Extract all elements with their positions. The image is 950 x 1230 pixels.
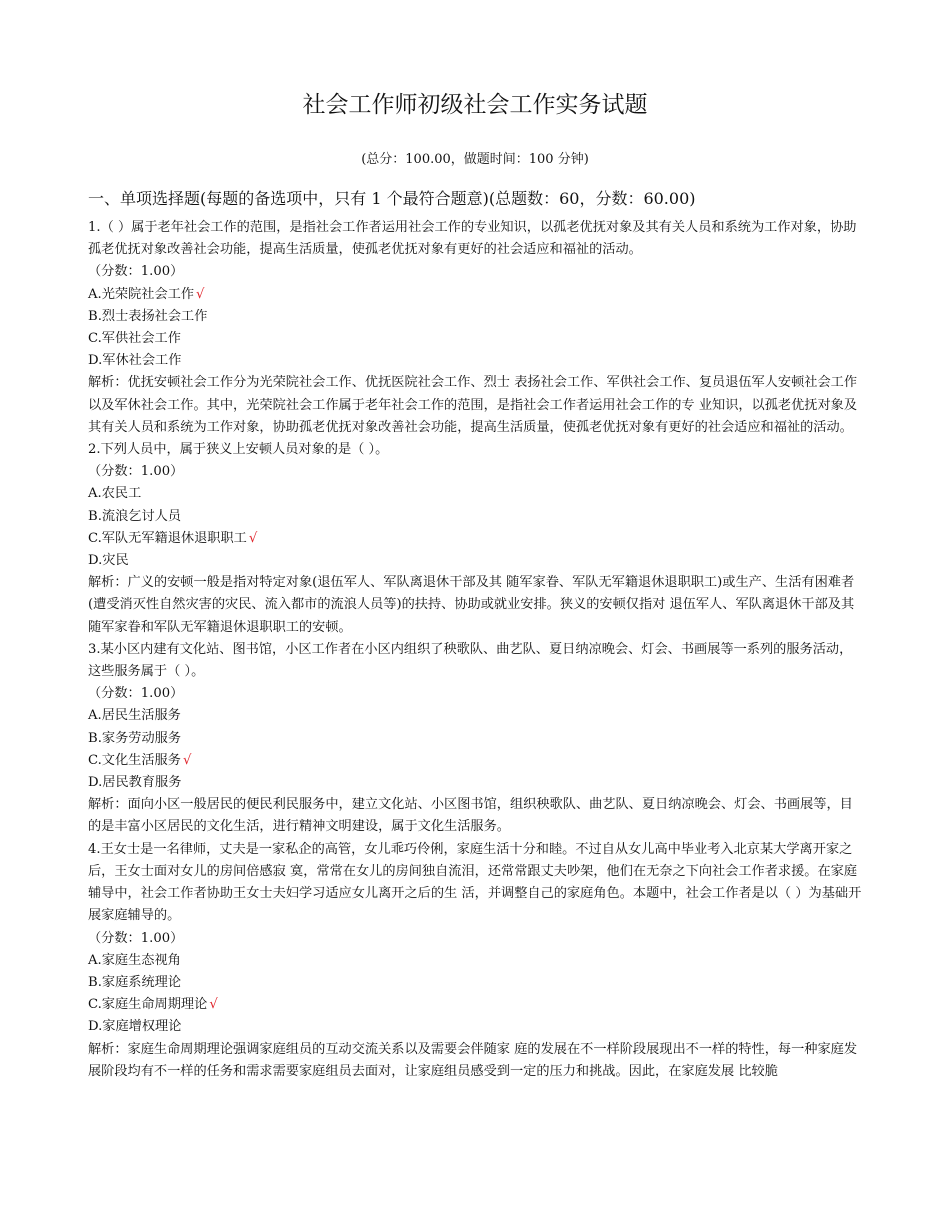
option xyxy=(88,994,864,1016)
option xyxy=(88,728,864,750)
option-text: B.家务劳动服务 xyxy=(88,730,182,746)
question-analysis: 解析：广义的安顿一般是指对特定对象(退伍军人、军队离退休干部及其 随军家眷、军队无军籍退休退职职工)或生产、生活有困难者(遭受消灭性自然灾害的灾民、流入都市的流浪人员等)的扶持、协助或就业安排。狭义的安顿仅指对 退伍军人、军队离退休干部及其随军家眷和军队无军籍退休退职职工的安顿。 xyxy=(88,575,855,635)
option-text: D.灾民 xyxy=(88,553,129,569)
option xyxy=(88,528,864,550)
question-score: （分数：1.00） xyxy=(88,686,184,702)
exam-meta: (总分：100.00，做题时间：100 分钟) xyxy=(361,152,589,167)
option-text: B.家庭系统理论 xyxy=(88,974,182,990)
option xyxy=(88,750,864,772)
question-score: （分数：1.00） xyxy=(88,930,184,946)
option-text: B.烈士表扬社会工作 xyxy=(88,308,208,324)
question-analysis: 解析：面向小区一般居民的便民利民服务中，建立文化站、小区图书馆，组织秧歌队、曲艺队、夏日纳凉晚会、灯会、书画展等，目的是丰富小区居民的文化生活，进行精神文明建设，属于文化生活服务。 xyxy=(88,797,853,835)
option-text: D.家庭增权理论 xyxy=(88,1019,182,1035)
option xyxy=(88,483,864,505)
option-text: C.军供社会工作 xyxy=(88,331,181,347)
question-stem: 4.王女士是一名律师，丈夫是一家私企的高管，女儿乖巧伶俐，家庭生活十分和睦。不过自从女儿高中毕业考入北京某大学离开家之后，王女士面对女儿的房间倍感寂 寞，常常在女儿的房间独自流泪，还常常跟丈夫吵架，他们在无奈之下向社会工作者求援。在家庭辅导中，社会工作者协助王女士夫妇学习适应女儿离开之后的生 活，并调整自己的家庭角色。本题中，社会工作者是以（ ）为基础开展家庭辅导的。 xyxy=(88,841,862,924)
question-stem: 2.下列人员中，属于狭义上安顿人员对象的是（ ）。 xyxy=(88,442,389,458)
option xyxy=(88,284,864,306)
option-text: A.光荣院社会工作 xyxy=(88,286,195,302)
option-text: C.文化生活服务 xyxy=(88,752,181,768)
option-text: A.居民生活服务 xyxy=(88,708,181,724)
option-text: A.农民工 xyxy=(88,486,142,502)
question-block xyxy=(88,639,864,839)
correct-check-icon xyxy=(196,287,204,302)
option-text: D.居民教育服务 xyxy=(88,775,182,791)
option-text: B.流浪乞讨人员 xyxy=(88,508,182,524)
question-stem: 1.（ ）属于老年社会工作的范围，是指社会工作者运用社会工作的专业知识，以孤老优抚对象及其有关人员和系统为工作对象，协助孤老优抚对象改善社会功能，提高生活质量，使孤老优抚对象有更好的社会适应和福祉的活动。 xyxy=(88,220,857,258)
option xyxy=(88,506,864,528)
question-analysis: 解析：家庭生命周期理论强调家庭组员的互动交流关系以及需要会伴随家 庭的发展在不一样阶段展现出不一样的特性，每一种家庭发展阶段均有不一样的任务和需求需要家庭组员去面对，让家庭组员感受到一定的压力和挑战。因此，在家庭发展 比较脆 xyxy=(88,1041,858,1079)
question-list xyxy=(88,217,864,1083)
question-block xyxy=(88,217,864,439)
section-heading: 一、单项选择题(每题的备选项中，只有 1 个最符合题意)(总题数：60，分数：60.00) xyxy=(88,189,696,208)
question-stem: 3.某小区内建有文化站、图书馆，小区工作者在小区内组织了秧歌队、曲艺队、夏日纳凉晚会、灯会、书画展等一系列的服务活动，这些服务属于（ ）。 xyxy=(88,641,853,680)
option xyxy=(88,772,864,794)
option xyxy=(88,550,864,572)
option-text: C.军队无军籍退休退职职工 xyxy=(88,530,247,546)
correct-check-icon xyxy=(209,997,217,1012)
option xyxy=(88,350,864,372)
correct-check-icon xyxy=(183,753,191,768)
option xyxy=(88,705,864,727)
option-text: C.家庭生命周期理论 xyxy=(88,997,208,1013)
option xyxy=(88,950,864,972)
question-score: （分数：1.00） xyxy=(88,464,184,480)
question-block xyxy=(88,439,864,639)
question-score: （分数：1.00） xyxy=(88,264,184,280)
page-title: 社会工作师初级社会工作实务试题 xyxy=(302,92,648,118)
option xyxy=(88,306,864,328)
question-block xyxy=(88,839,864,1083)
question-analysis: 解析：优抚安顿社会工作分为光荣院社会工作、优抚医院社会工作、烈士 表扬社会工作、军供社会工作、复员退伍军人安顿社会工作以及军休社会工作。其中，光荣院社会工作属于老年社会工作的范围，是指社会工作者运用社会工作的专 业知识，以孤老优抚对象及其有关人员和系统为工作对象，协助孤老优抚对象改善社会功能，提高生活质量，使孤老优抚对象有更好的社会适应和福祉的活动。 xyxy=(88,375,858,435)
correct-check-icon xyxy=(249,531,257,546)
option xyxy=(88,1016,864,1038)
option xyxy=(88,972,864,994)
option-text: A.家庭生态视角 xyxy=(88,952,181,968)
option xyxy=(88,328,864,350)
option-text: D.军休社会工作 xyxy=(88,353,182,369)
